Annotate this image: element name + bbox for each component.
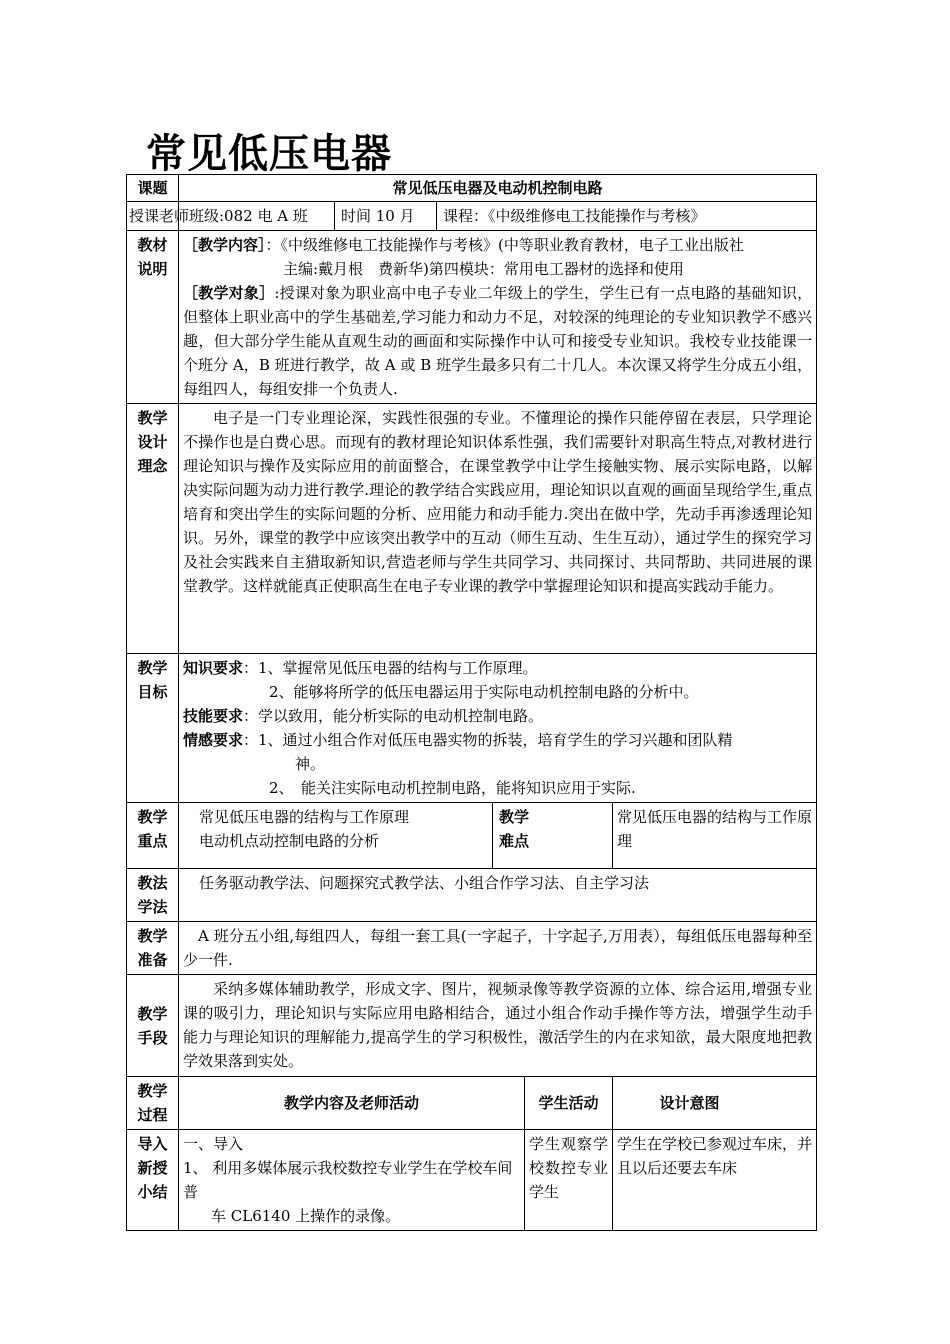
key-content — [179, 803, 493, 869]
skill-text: ：学以致用，能分析实际的电动机控制电路。 — [243, 707, 544, 725]
emotion-label: 情感要求 — [183, 731, 244, 749]
emotion-1b: 神。 — [295, 755, 326, 773]
process-col-student: 学生活动 — [525, 1077, 613, 1130]
design-label: 教学 设计 理念 — [127, 404, 179, 654]
intro-student: 学生观察学校数控专业学生 — [525, 1130, 613, 1231]
knowledge-1: ：1、掌握常见低压电器的结构与工作原理。 — [243, 659, 538, 677]
difficulty-text: 常见低压电器的结构与工作原理 — [613, 803, 817, 869]
page-title: 常见低压电器 — [146, 131, 392, 177]
object-text: :授课对象为职业高中电子专业二年级上的学生，学生已有一点电路的基础知识，但整体上职业高中的学生基础差,学习能力和动力不足，对较深的纯理论的专业知识教学不感兴趣，但大部分学生能从直观生动的画面和实际操作中认可和接受专业知识。我校专业技能课一个班分 A，B 班进行教学，故 A 或 B 班学生最多只有二十几人。本次课又将学生分成五小组，每组四人，每组安排一个负责人. — [183, 284, 813, 398]
intro-label: 导入 新授 小结 — [127, 1130, 179, 1231]
material-label: 教材 说明 — [127, 231, 179, 404]
teacher-label: 授课老师 — [127, 202, 179, 231]
content-text-2: 主编:戴月根 费新华)第四模块：常用电工器材的选择和使用 — [283, 260, 684, 278]
time-info: 时间 10 月 — [335, 202, 437, 231]
emotion-1: ：1、通过小组合作对低压电器实物的拆装，培育学生的学习兴趣和团队精 — [243, 731, 733, 749]
info-row — [127, 202, 817, 231]
goals-label: 教学 目标 — [127, 654, 179, 803]
prep-label: 教学 准备 — [127, 922, 179, 975]
difficulty-label: 教学 难点 — [493, 803, 613, 869]
means-text: 采纳多媒体辅助教学，形成文字、图片，视频录像等教学资源的立体、综合运用,增强专业课的吸引力，理论知识与实际应用电路相结合，通过小组合作动手操作等方法，增强学生动手能力与理论知识的理解能力,提高学生的学习积极性，激活学生的内在求知欲，最大限度地把教学效果落到实处。 — [179, 975, 817, 1077]
material-row — [127, 231, 817, 404]
knowledge-label: 知识要求 — [183, 659, 244, 677]
process-header-row — [127, 1077, 817, 1130]
content-text: ：《中级维修电工技能操作与考核》(中等职业教育教材，电子工业出版社 — [265, 236, 744, 254]
material-content — [179, 231, 817, 404]
design-row — [127, 404, 817, 654]
header-label: 课题 — [127, 175, 179, 202]
intro-content — [179, 1130, 525, 1231]
prep-text: A 班分五小组,每组四人，每组一套工具(一字起子，十字起子,万用表），每组低压电器每种至少一件. — [179, 922, 817, 975]
means-label: 教学 手段 — [127, 975, 179, 1077]
prep-row — [127, 922, 817, 975]
content-label: ［教学内容］ — [183, 236, 266, 254]
header-row — [127, 175, 817, 202]
intro-line-2: 1、 利用多媒体展示我校数控专业学生在学校车间普 — [183, 1159, 513, 1201]
key-line-1: 常见低压电器的结构与工作原理 — [199, 808, 410, 826]
knowledge-2: 2、能够将所学的低压电器运用于实际电动机控制电路的分析中。 — [269, 683, 699, 701]
goals-row — [127, 654, 817, 803]
emotion-2: 2、 能关注实际电动机控制电路，能将知识应用于实际. — [269, 779, 636, 797]
lesson-plan-table — [126, 174, 817, 1231]
process-col-intent: 设计意图 — [613, 1077, 817, 1130]
key-row — [127, 803, 817, 869]
process-label: 教学 过程 — [127, 1077, 179, 1130]
key-line-2: 电动机点动控制电路的分析 — [199, 832, 380, 850]
means-row — [127, 975, 817, 1077]
skill-label: 技能要求 — [183, 707, 244, 725]
design-text: 电子是一门专业理论深，实践性很强的专业。不懂理论的操作只能停留在表层，只学理论不操作也是白费心思。而现有的教材理论知识体系性强，我们需要针对职高生特点,对教材进行理论知识与操作及实际应用的前面整合，在课堂教学中让学生接触实物、展示实际电路，以解决实际问题为动力进行教学.理论的教学结合实践应用，理论知识以直观的画面呈现给学生,重点培育和突出学生的实际问题的分析、应用能力和动手能力.突出在做中学，先动手再渗透理论知识。另外，课堂的教学中应该突出教学中的互动（师生互动、生生互动），通过学生的探究学习及社会实践来自主猎取新知识,营造老师与学生共同学习、共同探讨、共同帮助、共同进展的课堂教学。这样就能真正使职高生在电子专业课的教学中掌握理论知识和提高实践动手能力。 — [179, 404, 817, 654]
method-label: 教法 学法 — [127, 869, 179, 922]
object-label: ［教学对象］ — [183, 284, 275, 302]
intro-row — [127, 1130, 817, 1231]
method-text: 任务驱动教学法、问题探究式教学法、小组合作学习法、自主学习法 — [179, 869, 817, 922]
intro-intent: 学生在学校已参观过车床，并且以后还要去车床 — [613, 1130, 817, 1231]
key-label: 教学 重点 — [127, 803, 179, 869]
course-info: 课程：《中级维修电工技能操作与考核》 — [437, 202, 817, 231]
header-title: 常见低压电器及电动机控制电路 — [179, 175, 817, 202]
class-info: 班级:082 电 A 班 — [179, 202, 335, 231]
intro-line-1: 一、导入 — [183, 1135, 244, 1153]
process-col-content: 教学内容及老师活动 — [179, 1077, 525, 1130]
goals-content — [179, 654, 817, 803]
intro-line-3: 车 CL6140 上操作的录像。 — [211, 1207, 401, 1225]
method-row — [127, 869, 817, 922]
